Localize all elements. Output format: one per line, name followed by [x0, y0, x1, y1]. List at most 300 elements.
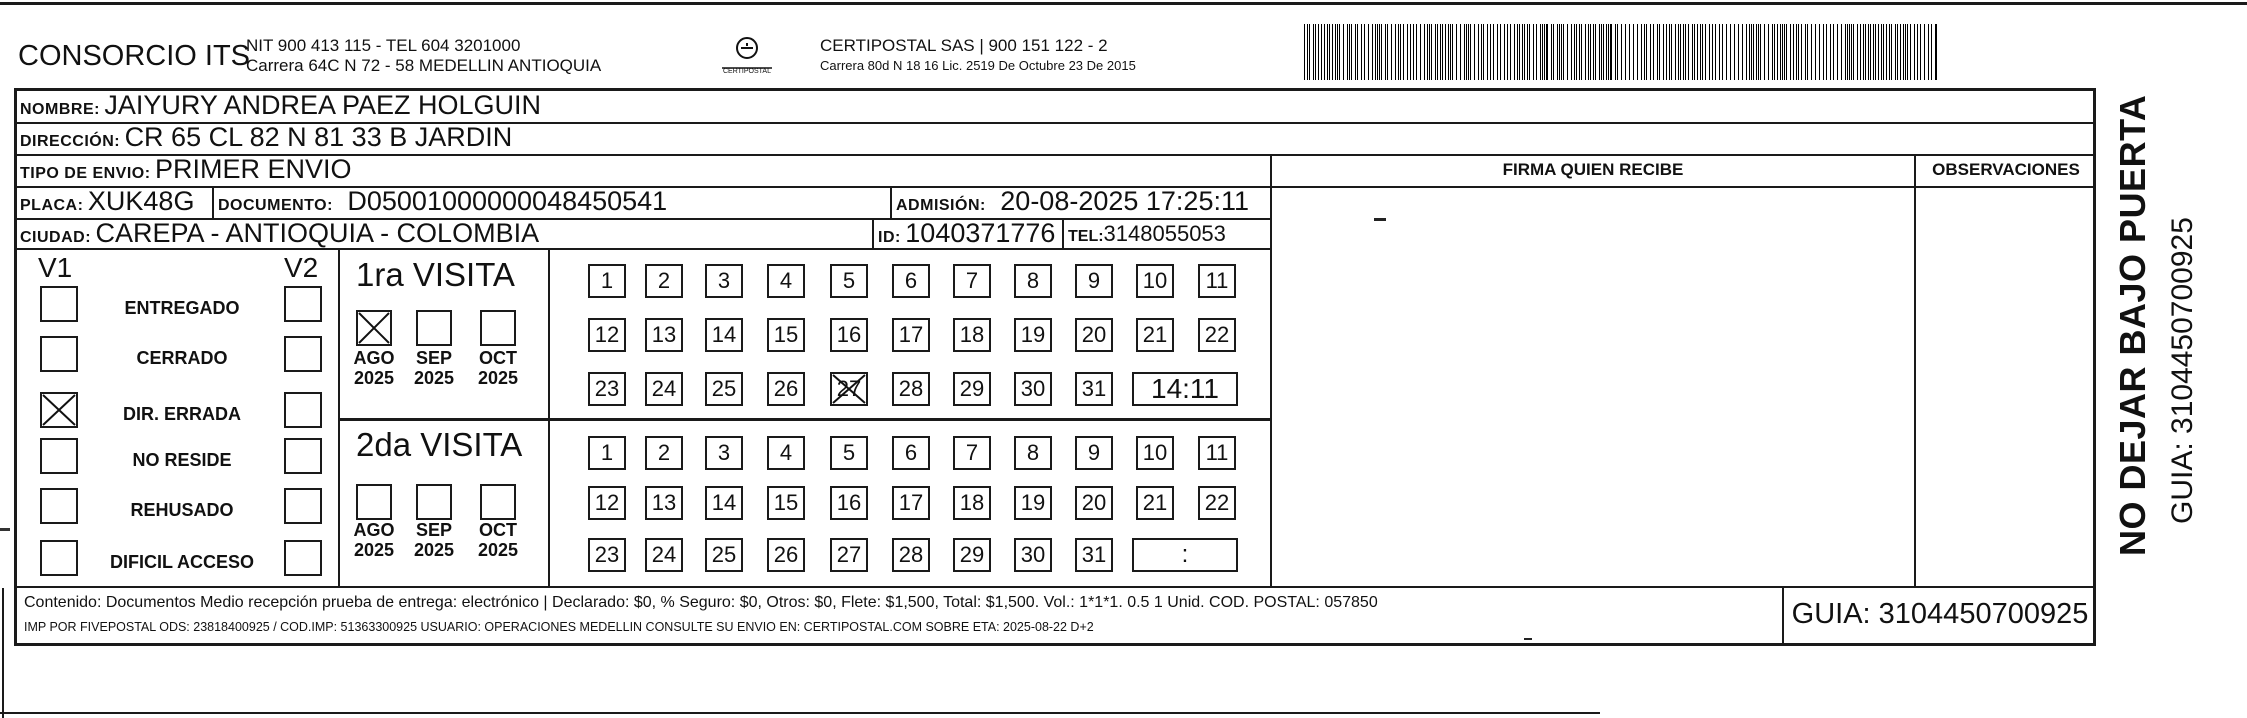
day-box[interactable]: 16	[830, 486, 868, 520]
barcode-bar	[1780, 24, 1781, 80]
month-name: SEP	[415, 520, 453, 540]
barcode-bar	[1527, 24, 1528, 80]
day-box[interactable]: 3	[705, 436, 743, 470]
day-box[interactable]: 23	[588, 538, 626, 572]
id-value: 1040371776	[905, 218, 1056, 248]
day-box[interactable]: 12	[588, 318, 626, 352]
barcode-bar	[1395, 24, 1396, 80]
barcode-bar	[1507, 24, 1508, 80]
day-box[interactable]: 27	[830, 372, 868, 406]
barcode-bar	[1826, 24, 1827, 80]
day-box[interactable]: 26	[767, 372, 805, 406]
barcode-bar	[1719, 24, 1720, 80]
barcode-bar	[1519, 24, 1520, 80]
barcode-bar	[1853, 24, 1854, 80]
barcode-bar	[1700, 24, 1701, 80]
month-year: 2025	[353, 540, 395, 560]
v2-checkbox[interactable]	[284, 540, 322, 576]
barcode-bar	[1337, 24, 1338, 80]
day-box[interactable]: 7	[953, 436, 991, 470]
barcode-bar	[1917, 24, 1918, 80]
day-box[interactable]: 25	[705, 372, 743, 406]
barcode-bar	[1329, 24, 1330, 80]
admision-label: ADMISIÓN:	[896, 197, 986, 214]
barcode-bar	[1734, 24, 1735, 80]
month-name: OCT	[479, 348, 517, 368]
barcode-bar	[1420, 24, 1421, 80]
second-visit-title: 2da VISITA	[356, 426, 523, 463]
month-checkbox[interactable]	[480, 310, 516, 346]
barcode-bar	[1468, 24, 1469, 80]
barcode-bar	[1675, 24, 1676, 80]
barcode-bar	[1790, 24, 1791, 80]
day-box[interactable]: 15	[767, 486, 805, 520]
v2-label: V2	[284, 252, 319, 283]
barcode-bar	[1339, 24, 1340, 80]
barcode-bar	[1692, 24, 1693, 80]
first-visit-title: 1ra VISITA	[356, 256, 515, 293]
barcode-bar	[1431, 24, 1432, 80]
barcode-bar	[1900, 24, 1901, 80]
v2-checkbox[interactable]	[284, 392, 322, 428]
barcode-bar	[1493, 24, 1494, 80]
barcode-bar	[1931, 24, 1932, 80]
barcode-bar	[1442, 24, 1443, 80]
barcode-bar	[1452, 24, 1453, 80]
barcode-bar	[1815, 24, 1816, 80]
company-nit: NIT 900 413 115 - TEL 604 3201000	[246, 36, 521, 55]
barcode-bar	[1881, 24, 1882, 80]
barcode-bar	[1865, 24, 1866, 80]
day-box[interactable]: 19	[1014, 318, 1052, 352]
barcode-bar	[1878, 24, 1879, 80]
barcode-bar	[1416, 24, 1417, 80]
day-box[interactable]: 20	[1075, 486, 1113, 520]
day-box[interactable]: 25	[705, 538, 743, 572]
barcode-bar	[1738, 24, 1739, 80]
admision-cell	[896, 186, 1249, 217]
v2-checkbox[interactable]	[284, 286, 322, 322]
top-edge	[0, 2, 2247, 5]
barcode-bar	[1905, 24, 1906, 80]
month-checkbox[interactable]	[356, 484, 392, 520]
barcode-bar	[1910, 24, 1911, 80]
day-box[interactable]: 5	[830, 264, 868, 298]
barcode-bar	[1540, 24, 1541, 80]
barcode-bar	[1646, 24, 1647, 80]
barcode-bar	[1889, 24, 1890, 80]
barcode-bar	[1756, 24, 1757, 80]
barcode	[1304, 24, 1940, 80]
barcode-bar	[1483, 24, 1484, 80]
day-box[interactable]: 4	[767, 264, 805, 298]
barcode-bar	[1429, 24, 1430, 80]
barcode-bar	[1811, 24, 1812, 80]
barcode-bar	[1641, 24, 1642, 80]
barcode-bar	[1437, 24, 1438, 80]
day-box[interactable]: 16	[830, 318, 868, 352]
barcode-bar	[1784, 24, 1785, 80]
day-box[interactable]: 17	[892, 486, 930, 520]
day-box[interactable]: 8	[1014, 436, 1052, 470]
v1-label: V1	[38, 252, 73, 283]
day-box[interactable]: 11	[1198, 264, 1236, 298]
day-box[interactable]: 15	[767, 318, 805, 352]
day-box[interactable]: 3	[705, 264, 743, 298]
barcode-bar	[1398, 24, 1399, 80]
firma-mark	[1374, 218, 1386, 221]
day-box[interactable]: 9	[1075, 436, 1113, 470]
barcode-bar	[1891, 24, 1892, 80]
barcode-bar	[1561, 24, 1562, 80]
v1-checkbox[interactable]	[40, 336, 78, 372]
barcode-bar	[1603, 24, 1604, 80]
day-box[interactable]: 20	[1075, 318, 1113, 352]
month-checkbox[interactable]	[416, 310, 452, 346]
barcode-bar	[1895, 24, 1896, 80]
time-box[interactable]: :	[1132, 538, 1238, 572]
day-box[interactable]: 18	[953, 318, 991, 352]
day-box[interactable]: 31	[1075, 538, 1113, 572]
barcode-bar	[1307, 24, 1308, 80]
barcode-bar	[1666, 24, 1667, 80]
barcode-bar	[1768, 24, 1769, 80]
barcode-bar	[1478, 24, 1479, 80]
barcode-bar	[1355, 24, 1356, 80]
barcode-bar	[1886, 24, 1887, 80]
barcode-bar	[1464, 24, 1465, 80]
placa-label: PLACA:	[20, 197, 84, 214]
day-box[interactable]: 30	[1014, 372, 1052, 406]
v2-checkbox[interactable]	[284, 336, 322, 372]
day-box[interactable]: 13	[645, 486, 683, 520]
barcode-bar	[1581, 24, 1582, 80]
barcode-bar	[1332, 24, 1333, 80]
barcode-bar	[1857, 24, 1858, 80]
status-label: NO RESIDE	[132, 450, 232, 470]
barcode-bar	[1715, 24, 1716, 80]
barcode-bar	[1588, 24, 1589, 80]
barcode-bar	[1683, 24, 1684, 80]
barcode-bar	[1897, 24, 1898, 80]
barcode-bar	[1849, 24, 1850, 80]
barcode-bar	[1403, 24, 1404, 80]
barcode-bar	[1585, 24, 1586, 80]
barcode-bar	[1758, 24, 1759, 80]
barcode-bar	[1606, 24, 1607, 80]
day-box[interactable]: 1	[588, 436, 626, 470]
tel-label: TEL:	[1068, 228, 1104, 245]
barcode-bar	[1685, 24, 1686, 80]
barcode-bar	[1474, 24, 1475, 80]
tel-cell	[1068, 221, 1226, 247]
barcode-bar	[1782, 24, 1783, 80]
barcode-bar	[1536, 24, 1537, 80]
time-box[interactable]: 14:11	[1132, 372, 1238, 406]
barcode-bar	[1601, 24, 1602, 80]
barcode-bar	[1637, 24, 1638, 80]
day-box[interactable]: 23	[588, 372, 626, 406]
tipo-row	[20, 154, 352, 185]
barcode-bar	[1924, 24, 1925, 80]
barcode-bar	[1466, 24, 1467, 80]
v1-checkbox[interactable]	[40, 540, 78, 576]
admision-value: 20-08-2025 17:25:11	[1000, 186, 1249, 216]
barcode-bar	[1579, 24, 1580, 80]
barcode-bar	[1576, 24, 1577, 80]
day-box[interactable]: 14	[705, 318, 743, 352]
barcode-bar	[1574, 24, 1575, 80]
barcode-bar	[1372, 24, 1373, 80]
barcode-bar	[1387, 24, 1388, 80]
barcode-bar	[1481, 24, 1482, 80]
barcode-bar	[1823, 24, 1824, 80]
barcode-bar	[1833, 24, 1834, 80]
barcode-bar	[1615, 24, 1616, 80]
barcode-bar	[1357, 24, 1358, 80]
id-label: ID:	[878, 229, 901, 246]
barcode-bar	[1599, 24, 1600, 80]
barcode-bar	[1347, 24, 1348, 80]
barcode-bar	[1644, 24, 1645, 80]
day-box[interactable]: 29	[953, 538, 991, 572]
day-box[interactable]: 24	[645, 372, 683, 406]
day-box[interactable]: 12	[588, 486, 626, 520]
month-year: 2025	[477, 368, 519, 388]
tipo-label: TIPO DE ENVIO:	[20, 165, 151, 182]
status-label: DIFICIL ACCESO	[109, 552, 254, 572]
v1-checkbox[interactable]	[40, 488, 78, 524]
barcode-bar	[1524, 24, 1525, 80]
barcode-bar	[1705, 24, 1706, 80]
documento-label: DOCUMENTO:	[218, 197, 333, 214]
barcode-bar	[1625, 24, 1626, 80]
barcode-bar	[1868, 24, 1869, 80]
barcode-bar	[1410, 24, 1411, 80]
barcode-bar	[1381, 24, 1382, 80]
barcode-bar	[1801, 24, 1802, 80]
logo-text: CERTIPOSTAL	[723, 68, 771, 75]
direccion-row	[20, 122, 512, 153]
day-box[interactable]: 30	[1014, 538, 1052, 572]
tipo-value: PRIMER ENVIO	[155, 154, 352, 184]
barcode-bar	[1546, 24, 1548, 80]
barcode-bar	[1364, 24, 1365, 80]
barcode-bar	[1702, 24, 1703, 80]
day-box[interactable]: 27	[830, 538, 868, 572]
barcode-bar	[1772, 24, 1773, 80]
day-box[interactable]: 24	[645, 538, 683, 572]
barcode-bar	[1807, 24, 1808, 80]
month-name: SEP	[415, 348, 453, 368]
side-warning: NO DEJAR BAJO PUERTA	[2112, 94, 2153, 556]
day-box[interactable]: 18	[953, 486, 991, 520]
day-box[interactable]: 6	[892, 436, 930, 470]
day-box[interactable]: 13	[645, 318, 683, 352]
barcode-bar	[1500, 24, 1501, 80]
day-box[interactable]: 28	[892, 538, 930, 572]
barcode-bar	[1533, 24, 1534, 80]
day-box[interactable]: 1	[588, 264, 626, 298]
barcode-bar	[1712, 24, 1713, 80]
barcode-bar	[1680, 24, 1681, 80]
ciudad-label: CIUDAD:	[20, 229, 92, 246]
day-box[interactable]: 31	[1075, 372, 1113, 406]
barcode-bar	[1749, 24, 1750, 80]
day-box[interactable]: 21	[1136, 318, 1174, 352]
barcode-bar	[1510, 24, 1511, 80]
day-box[interactable]: 7	[953, 264, 991, 298]
v1-check-mark	[40, 392, 78, 428]
barcode-bar	[1873, 24, 1874, 80]
day-box[interactable]: 28	[892, 372, 930, 406]
barcode-bar	[1391, 24, 1392, 80]
day-box[interactable]: 26	[767, 538, 805, 572]
barcode-bar	[1335, 24, 1336, 80]
placa-value: XUK48G	[87, 186, 195, 216]
barcode-bar	[1669, 24, 1670, 80]
month-year: 2025	[477, 540, 519, 560]
barcode-bar	[1663, 24, 1664, 80]
barcode-bar	[1935, 24, 1937, 80]
barcode-bar	[1529, 24, 1530, 80]
barcode-bar	[1440, 24, 1441, 80]
barcode-bar	[1841, 24, 1842, 80]
firma-header: FIRMA QUIEN RECIBE	[1502, 160, 1684, 179]
barcode-bar	[1497, 24, 1498, 80]
barcode-bar	[1517, 24, 1518, 80]
barcode-bar	[1379, 24, 1380, 80]
placa-cell	[20, 186, 194, 217]
day-box[interactable]: 22	[1198, 486, 1236, 520]
barcode-bar	[1361, 24, 1362, 80]
barcode-bar	[1571, 24, 1572, 80]
day-box[interactable]: 8	[1014, 264, 1052, 298]
day-box[interactable]: 21	[1136, 486, 1174, 520]
barcode-bar	[1504, 24, 1505, 80]
ciudad-cell	[20, 218, 539, 249]
v2-checkbox[interactable]	[284, 438, 322, 474]
barcode-bar	[1742, 24, 1743, 80]
day-check-mark	[830, 372, 868, 406]
barcode-bar	[1798, 24, 1799, 80]
barcode-bar	[1914, 24, 1915, 80]
barcode-bar	[1590, 24, 1591, 80]
barcode-bar	[1678, 24, 1679, 80]
day-box[interactable]: 10	[1136, 264, 1174, 298]
day-box[interactable]: 9	[1075, 264, 1113, 298]
barcode-bar	[1671, 24, 1672, 80]
direccion-label: DIRECCIÓN:	[20, 133, 121, 150]
barcode-bar	[1595, 24, 1596, 80]
footer-guia: GUIA: 3104450700925	[1791, 598, 2089, 630]
margin-mark	[0, 528, 10, 531]
barcode-bar	[1777, 24, 1778, 80]
barcode-bar	[1368, 24, 1369, 80]
barcode-bar	[1753, 24, 1754, 80]
id-cell	[878, 218, 1055, 249]
barcode-bar	[1819, 24, 1820, 80]
day-box[interactable]: 2	[645, 436, 683, 470]
barcode-bar	[1400, 24, 1401, 80]
barcode-bar	[1456, 24, 1457, 80]
barcode-bar	[1793, 24, 1794, 80]
month-name: AGO	[353, 520, 395, 540]
day-box[interactable]: 14	[705, 486, 743, 520]
barcode-bar	[1553, 24, 1554, 80]
barcode-bar	[1920, 24, 1921, 80]
footer-imp: IMP POR FIVEPOSTAL ODS: 23818400925 / COD.IMP: 51363300925 USUARIO: OPERACIONES MEDELLIN CONSULTE SU ENVIO EN: CERTIPOSTAL.COM SOBRE ETA: 2025-08-22 D+2	[24, 620, 1094, 634]
day-box[interactable]: 6	[892, 264, 930, 298]
day-box[interactable]: 11	[1198, 436, 1236, 470]
barcode-bar	[1617, 24, 1618, 80]
barcode-bar	[1304, 24, 1305, 80]
barcode-bar	[1730, 24, 1731, 80]
barcode-bar	[1830, 24, 1831, 80]
certipostal-logo	[716, 34, 778, 78]
barcode-bar	[1470, 24, 1471, 80]
barcode-bar	[1621, 24, 1622, 80]
barcode-bar	[1694, 24, 1695, 80]
month-year: 2025	[353, 368, 395, 388]
v1-checkbox[interactable]	[40, 286, 78, 322]
barcode-bar	[1343, 24, 1344, 80]
barcode-bar	[1650, 24, 1651, 80]
barcode-bar	[1722, 24, 1723, 80]
barcode-bar	[1324, 24, 1325, 80]
day-box[interactable]: 4	[767, 436, 805, 470]
barcode-bar	[1424, 24, 1425, 80]
observaciones-header: OBSERVACIONES	[1932, 160, 2080, 179]
barcode-bar	[1709, 24, 1710, 80]
month-checkbox[interactable]	[480, 484, 516, 520]
barcode-bar	[1487, 24, 1488, 80]
barcode-bar	[1313, 24, 1314, 80]
day-box[interactable]: 19	[1014, 486, 1052, 520]
day-box[interactable]: 10	[1136, 436, 1174, 470]
barcode-bar	[1608, 24, 1609, 80]
barcode-bar	[1883, 24, 1884, 80]
barcode-bar	[1327, 24, 1328, 80]
barcode-bar	[1435, 24, 1436, 80]
barcode-bar	[1653, 24, 1654, 80]
barcode-bar	[1764, 24, 1765, 80]
month-checkbox[interactable]	[416, 484, 452, 520]
barcode-bar	[1610, 24, 1612, 80]
status-label: REHUSADO	[130, 500, 234, 520]
side-guia: GUIA: 3104450700925	[2166, 217, 2199, 524]
v1-checkbox[interactable]	[40, 438, 78, 474]
day-box[interactable]: 29	[953, 372, 991, 406]
barcode-bar	[1445, 24, 1446, 80]
barcode-bar	[1860, 24, 1861, 80]
v2-checkbox[interactable]	[284, 488, 322, 524]
day-box[interactable]: 5	[830, 436, 868, 470]
barcode-bar	[1551, 24, 1552, 80]
day-box[interactable]: 17	[892, 318, 930, 352]
day-box[interactable]: 2	[645, 264, 683, 298]
barcode-bar	[1315, 24, 1316, 80]
barcode-bar	[1385, 24, 1386, 80]
barcode-bar	[1544, 24, 1545, 80]
barcode-bar	[1318, 24, 1319, 80]
nombre-label: NOMBRE:	[20, 101, 100, 118]
day-box[interactable]: 22	[1198, 318, 1236, 352]
barcode-bar	[1450, 24, 1451, 80]
barcode-bar	[1837, 24, 1838, 80]
barcode-bar	[1688, 24, 1689, 80]
ciudad-value: CAREPA - ANTIOQUIA - COLOMBIA	[95, 218, 540, 248]
